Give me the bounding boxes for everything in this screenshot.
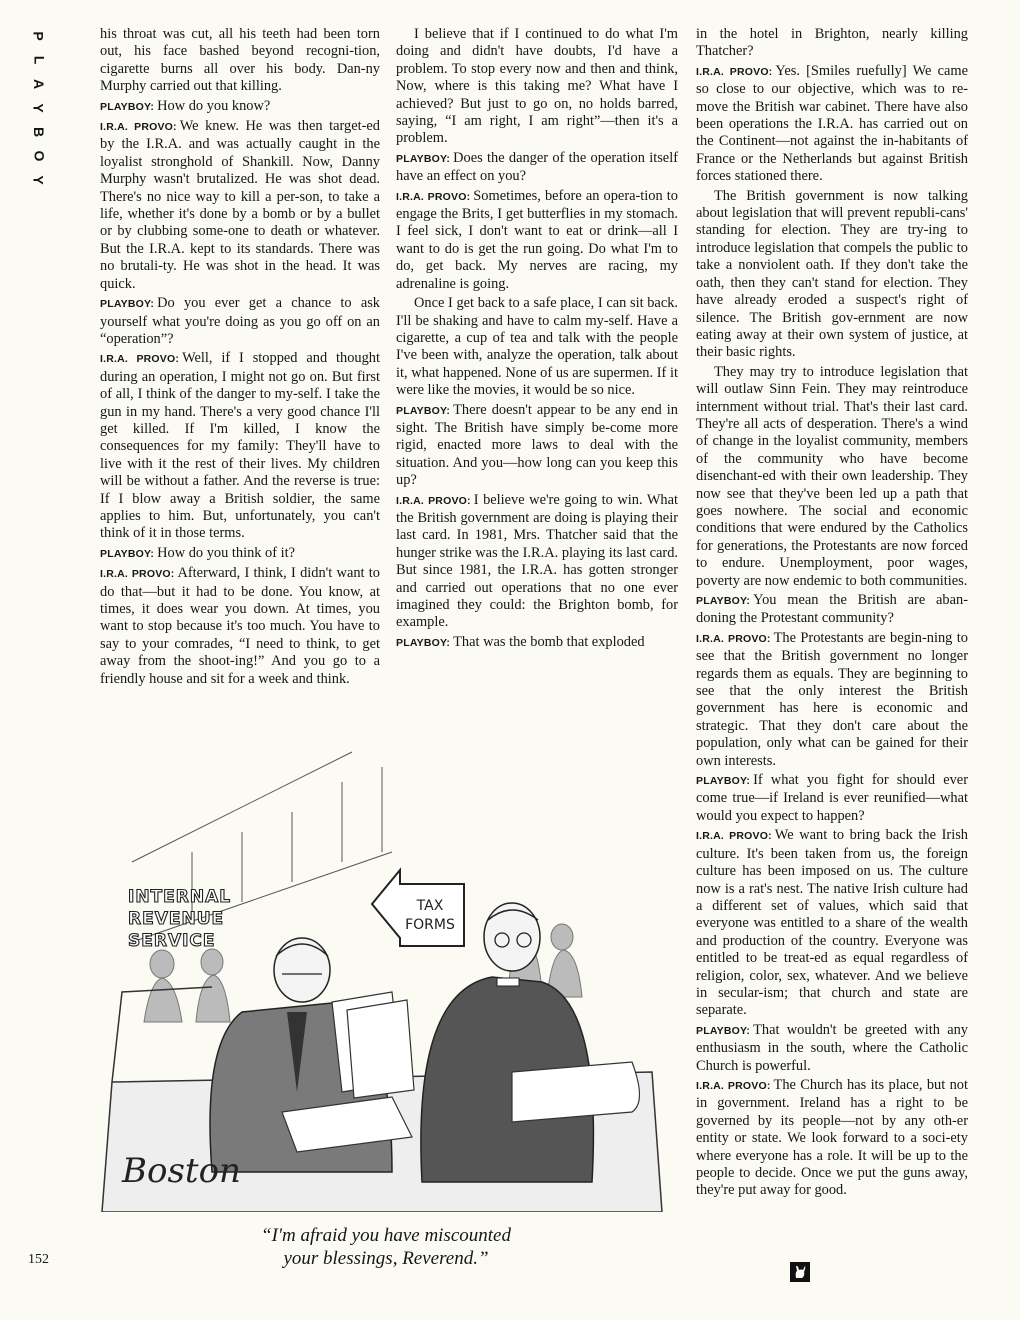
paragraph (696, 63, 968, 186)
cartoon-caption (96, 1224, 676, 1270)
paragraph-text: There doesn't appear to be any end in sight. The British have simply be-come more rigid, enacted more laws to deal with the situation. And you—how long can you keep this up? (396, 401, 678, 489)
speaker-label: I.R.A. PROVO: (100, 568, 175, 581)
paragraph (100, 26, 380, 96)
sign-line-3: SERVICE (128, 931, 216, 951)
paragraph (696, 592, 968, 628)
text-column-2 (396, 26, 678, 654)
paragraph-text: That was the bomb that exploded (453, 633, 645, 650)
paragraph (696, 1077, 968, 1200)
paragraph-text: That wouldn't be greeted with any enthusiasm in the south, where the Catholic Church is powerful. (696, 1021, 968, 1074)
paragraph (396, 188, 678, 293)
irs-sign (128, 887, 231, 951)
paragraph-text: We want to bring back the Irish culture. It's been taken from us, the foreign culture has been imposed on us. The culture now is a rat's nest. The native Irish culture had a different set of values, which said that everyone was entitled to a share of the wealth and production of the country. Everyone was entitled to be treat-ed as equal regardless of religion, color, sex, whatever. And we believe in secular-ism; that church and state are separate. (696, 827, 968, 1019)
speaker-label: I.R.A. PROVO: (696, 632, 771, 645)
paragraph-text: Yes. [Smiles ruefully] We came so close to our objective, which was to re-move the British war cabinet. There have also been operations the I.R.A. has carried out on the Continent—not against the in-habitants of France or the Netherlands but against British forces stationed there. (696, 62, 968, 185)
tax-forms-arrow-sign (372, 870, 464, 946)
paragraph (100, 295, 380, 348)
speaker-label: I.R.A. PROVO: (100, 121, 177, 134)
paragraph-text: If what you fight for should ever come true—if Ireland is ever reunified—what would you expect to happen? (696, 772, 968, 824)
artist-signature: Boston (122, 1151, 241, 1191)
arrow-line-2: FORMS (405, 917, 455, 933)
paragraph-text: Does the danger of the operation itself have an effect on you? (396, 149, 678, 185)
paragraph (396, 26, 678, 148)
paragraph (396, 402, 678, 490)
paragraph (100, 350, 380, 542)
speaker-label: I.R.A. PROVO: (396, 190, 471, 203)
paragraph-text: Do you ever get a chance to ask yourself what you're doing as you go off on an “operation”? (100, 295, 380, 347)
masthead-letter: P (31, 31, 47, 41)
paragraph (396, 634, 678, 652)
page-number: 152 (28, 1252, 49, 1267)
caption-line-2: your blessings, Reverend.” (283, 1248, 489, 1269)
speaker-label: I.R.A. PROVO: (396, 494, 471, 507)
paragraph-text: How do you think of it? (157, 544, 296, 561)
masthead-letter: L (31, 55, 47, 65)
paragraph (696, 772, 968, 825)
speaker-label: I.R.A. PROVO: (696, 830, 772, 843)
paragraph (696, 630, 968, 770)
speaker-label: PLAYBOY: (396, 636, 451, 649)
paragraph-text: Afterward, I think, I didn't want to do that—but it had to be done. You know, at times, it does wear you down. At times, you want to stop because it's too much. You have to say to your comrades, “I need to think, to get away from the shoot-ing!” And you go to a friendly house and sit for a week and think. (100, 565, 380, 687)
speaker-label: PLAYBOY: (696, 595, 751, 607)
paragraph (696, 827, 968, 1019)
sign-line-2: REVENUE (128, 909, 225, 929)
paragraph-text: The Church has its place, but not in government. Ireland has a right to be governed by its people—not by any oth-er entity or state. We look forward to a soci-ety where everyone has a role. It will be up to the people to decide. Once we put the guns away, they're put away for good. (696, 1076, 968, 1199)
speaker-label: I.R.A. PROVO: (100, 353, 180, 366)
masthead-letter: O (30, 150, 47, 162)
paragraph-text: Once I get back to a safe place, I can sit back. I'll be shaking and have to calm my-self. Have a cigarette, a cup of tea and talk with the people I've been with, analyze the operation, talk about it, what happened. None of us are supermen. If it were like the movies, it would be so nice. (396, 295, 678, 399)
speaker-label: I.R.A. PROVO: (696, 1079, 771, 1092)
paragraph-text: I believe that if I continued to do what I'm doing and didn't have doubts, I'd have a problem. To stop every now and then and think, Now, where is this taking me? What have I achieved? But just to go on, no holds barred, saying, “I am right, I am right”—then it's a problem. (396, 26, 678, 147)
paragraph-text: I believe we're going to win. What the British government are doing is playing their last card. In 1981, Mrs. Thatcher said that the hunger strike was the I.R.A. playing its last card. But since 1981, the I.R.A. has gotten stronger and carried out operations that no one ever imagined they could: the Brighton bomb, for example. (396, 491, 678, 631)
paragraph-text: in the hotel in Brighton, nearly killing Thatcher? (696, 26, 968, 60)
speaker-label: PLAYBOY: (696, 1024, 751, 1037)
paragraph (396, 150, 678, 186)
paragraph-text: Well, if I stopped and thought during an operation, I might not go on. But first of all, I think of the danger to my-self. I take the gun in my hand. There's a very good chance I'll get killed. If I'm killed, I know the consequences for my family: They'll have to live with it the rest of their lives. My children will be without a father. And the reverse is true: If I blow away a British soldier, the same applies to him. But, unfortunately, you can't think of it in those terms. (100, 350, 380, 542)
paragraph (696, 188, 968, 362)
paragraph (696, 26, 968, 61)
masthead-letter: Y (31, 175, 47, 185)
paragraph (696, 364, 968, 590)
paragraph (396, 295, 678, 399)
speaker-label: PLAYBOY: (100, 547, 155, 560)
paragraph-text: We knew. He was then target-ed by the I.R.A. and was actually caught in the loyalist stronghold of Shankill. Now, Danny Murphy wasn't brutalized. He was shot dead. There's no nice way to kill a per-son, to take a life, whether it's done by a bomb or by a bullet or by clubbing some-one to death or whatever. But the I.R.A. kept to its standards. There was no brutali-ty. He was shot in the head. It was quick. (100, 118, 380, 292)
sign-line-1: INTERNAL (128, 887, 232, 907)
text-column-1 (100, 26, 380, 690)
masthead-letter: B (31, 126, 47, 138)
paragraph-text: The British government is now talking about legislation that will prevent republi-cans' standing for election. They are try-ing to introduce legislation that compels the public to take a nonviolent oath. If they don't take the oath, then they can't stand for election. They have already eroded a suspect's right of silence. The British gov-ernment are now eating away at their own system of justice, at their basic rights. (696, 187, 968, 361)
paragraph-text: his throat was cut, all his teeth had been torn out, his face bashed beyond recogni-tion, cigarette burns all over his body. Dan-ny Murphy carried out that killing. (100, 26, 380, 95)
paragraph (100, 118, 380, 293)
speaker-label: PLAYBOY: (696, 775, 751, 788)
paragraph-text: You mean the British are aban-doning the Protestant community? (696, 592, 968, 627)
rabbit-head-icon (790, 1262, 810, 1282)
playboy-masthead (24, 24, 54, 192)
speaker-label: PLAYBOY: (100, 100, 155, 113)
speaker-label: I.R.A. PROVO: (696, 65, 773, 78)
paragraph (696, 1022, 968, 1075)
paragraph-text: They may try to introduce legislation that will outlaw Sinn Fein. They may reintroduce internment without trial. That's their last card. They're all acts of desperation. There's a wind of change in the loyalist community, members of the community who have become disenchant-ed with their own leadership. They now see that they've been led up a path that goes nowhere. The social and economic conditions that were endured by the Catholics for generations, the Protestants are now forced to endure. Unemployment, poor wages, poverty are now endemic to both communities. (696, 363, 968, 589)
paragraph-text: Sometimes, before an opera-tion to engage the Brits, I get butterflies in my stomach. I feel sick, I don't want to eat or drink—all I want to do is get the run going. Do what I'm to do, get back. My nerves are racing, my adrenaline is going. (396, 187, 678, 292)
long-list-scroll (512, 1062, 640, 1122)
masthead-letter: A (31, 78, 47, 90)
speaker-label: PLAYBOY: (396, 404, 451, 417)
speaker-label: PLAYBOY: (100, 298, 155, 311)
paragraph (100, 565, 380, 688)
caption-line-1: “I'm afraid you have miscounted (261, 1225, 511, 1246)
paragraph (100, 545, 380, 563)
paragraph-text: The Protestants are begin-ning to see that the British government no longer regards them as equals. They are beginning to see that the only interest the British government has here is economic and strategic. That they don't care about the population, only what can be gained for their own interests. (696, 629, 969, 769)
paragraph (100, 98, 380, 116)
paragraph (396, 492, 678, 632)
arrow-line-1: TAX (416, 898, 444, 914)
paragraph-text: How do you know? (157, 97, 271, 114)
cartoon-illustration (92, 742, 682, 1212)
text-column-3 (696, 26, 968, 1202)
speaker-label: PLAYBOY: (396, 152, 451, 165)
masthead-letter: Y (31, 103, 47, 113)
